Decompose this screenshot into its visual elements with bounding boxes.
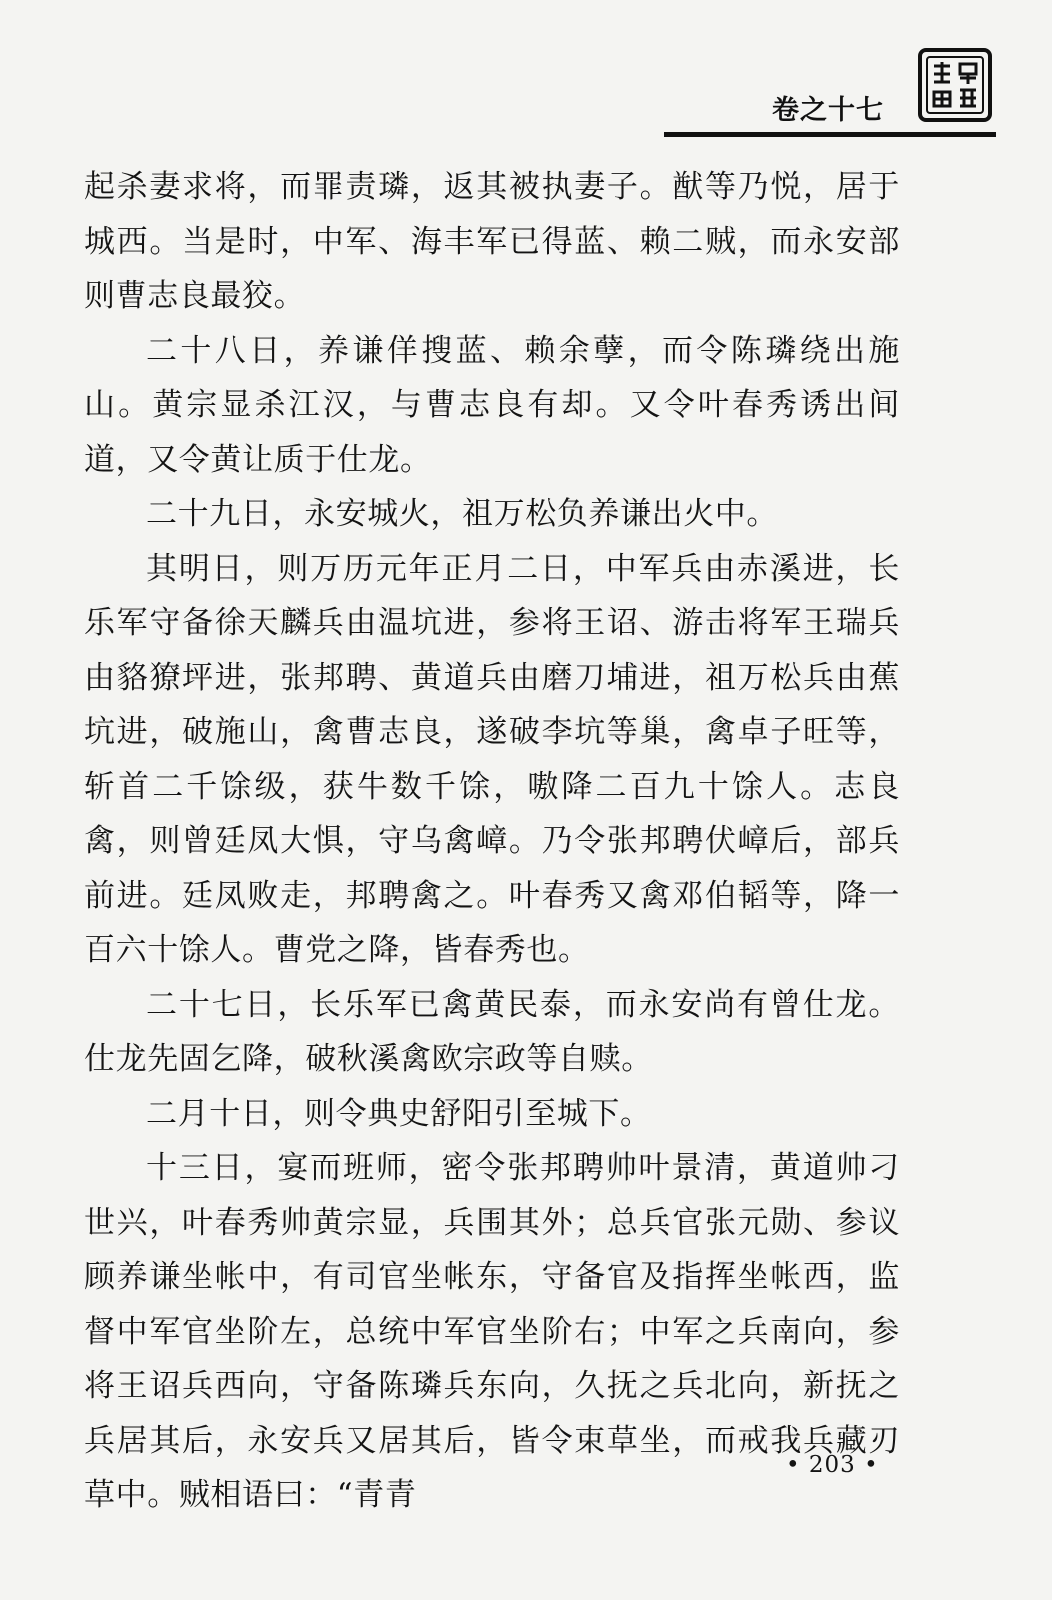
header-divider (664, 132, 996, 137)
paragraph: 二十九日，永安城火，祖万松负养谦出火中。 (146, 496, 778, 532)
chapter-title: 卷之十七 (772, 95, 884, 126)
page-number: • 203 • (786, 1452, 879, 1478)
paragraph: 起杀妻求将，而罪责璘，返其被执妻子。猷等乃悦，居于城西。当是时，中军、海丰军已得蓝、赖二贼，而永安部则曹志良最狡。 (84, 169, 900, 314)
paragraph: 十三日，宴而班师，密令张邦聘帅叶景清，黄道帅刁世兴，叶春秀帅黄宗显，兵围其外；总兵官张元勋、参议顾养谦坐帐中，有司官坐帐东，守备官及指挥坐帐西，监督中军官坐阶左，总统中军官坐阶右；中军之兵南向，参将王诏兵西向，守备陈璘兵东向，久抚之兵北向，新抚之兵居其后，永安兵又居其后，皆令束草坐，而戒我兵藏刃草中。贼相语曰：“青青 (84, 1150, 900, 1513)
paragraph: 二月十日，则令典史舒阳引至城下。 (146, 1095, 652, 1132)
seal-logo-icon (918, 48, 992, 122)
body-text (84, 160, 900, 1523)
paragraph: 其明日，则万历元年正月二日，中军兵由赤溪进，长乐军守备徐天麟兵由温坑进，参将王诏、游击将军王瑞兵由貉獠坪进，张邦聘、黄道兵由磨刀埔进，祖万松兵由蕉坑进，破施山，禽曹志良，遂破李坑等巢，禽卓子旺等，斩首二千馀级，获牛数千馀，嗷降二百九十馀人。志良禽，则曾廷凤大惧，守乌禽嶂。乃令张邦聘伏嶂后，部兵前进。廷凤败走，邦聘禽之。叶春秀又禽邓伯韬等，降一百六十馀人。曹党之降，皆春秀也。 (84, 550, 900, 968)
paragraph: 二十七日，长乐军已禽黄民泰，而永安尚有曾仕龙。仕龙先固乞降，破秋溪禽欧宗政等自赎。 (84, 986, 900, 1077)
paragraph: 二十八日，养谦佯搜蓝、赖余孽，而令陈璘绕出施山。黄宗显杀江汉，与曹志良有却。又令叶春秀诱出间道，又令黄让质于仕龙。 (84, 332, 900, 478)
